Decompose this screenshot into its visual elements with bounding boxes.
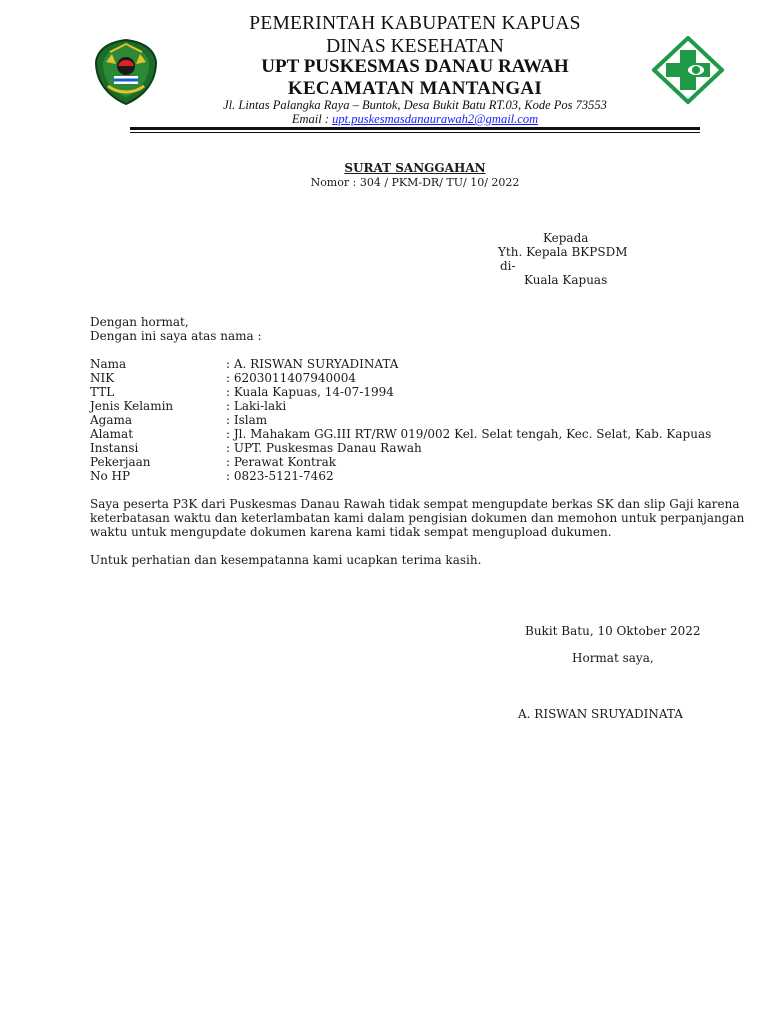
field-label-agency: Instansi [90, 441, 139, 455]
field-label-phone: No HP [90, 469, 131, 483]
email-link[interactable]: upt.puskesmasdanaurawah2@gmail.com [332, 112, 539, 126]
body-line-1: Saya peserta P3K dari Puskesmas Danau Rawah tidak sempat mengupdate berkas SK dan slip Gaji karena [90, 497, 740, 511]
field-label-occupation: Pekerjaan [90, 455, 151, 469]
email-label: Email : [291, 112, 333, 126]
field-value-nama: : A. RISWAN SURYADINATA [226, 357, 399, 371]
closing-text: Untuk perhatian dan kesempatanna kami ucapkan terima kasih. [90, 553, 482, 567]
intro: Dengan ini saya atas nama : [90, 329, 262, 343]
letter-title: SURAT SANGGAHAN [344, 161, 486, 175]
field-label-nik: NIK [90, 371, 115, 385]
recipient-title: Yth. Kepala BKPSDM [498, 245, 628, 259]
field-label-ttl: TTL [90, 385, 115, 399]
recipient-di: di- [500, 259, 516, 273]
header-divider-thin [130, 132, 700, 133]
regards: Hormat saya, [572, 651, 654, 665]
greeting: Dengan hormat, [90, 315, 189, 329]
field-value-gender: : Laki-laki [226, 399, 287, 413]
signatory-name: A. RISWAN SRUYADINATA [518, 707, 683, 721]
header-government: PEMERINTAH KABUPATEN KAPUAS [249, 13, 581, 34]
header-divider-thick [130, 127, 700, 130]
field-label-nama: Nama [90, 357, 127, 371]
recipient-place: Kuala Kapuas [524, 273, 608, 287]
field-value-address: : Jl. Mahakam GG.III RT/RW 019/002 Kel. Selat tengah, Kec. Selat, Kab. Kapuas [226, 427, 712, 441]
header-department: DINAS KESEHATAN [326, 36, 504, 57]
field-value-ttl: : Kuala Kapuas, 14-07-1994 [226, 385, 394, 399]
field-value-occupation: : Perawat Kontrak [226, 455, 337, 469]
header-institution: UPT PUSKESMAS DANAU RAWAH [261, 56, 569, 77]
recipient-kepada: Kepada [543, 231, 589, 245]
field-value-phone: : 0823-5121-7462 [226, 469, 334, 483]
field-label-address: Alamat [90, 427, 134, 441]
field-value-agency: : UPT. Puskesmas Danau Rawah [226, 441, 422, 455]
header-address: Jl. Lintas Palangka Raya – Buntok, Desa Bukit Batu RT.03, Kode Pos 73553 [223, 98, 607, 112]
field-label-gender: Jenis Kelamin [90, 399, 174, 413]
body-line-2: keterbatasan waktu dan keterlambatan kami dalam pengisian dokumen dan memohon untuk perpanjangan [90, 511, 745, 525]
field-value-religion: : Islam [226, 413, 268, 427]
header-district: KECAMATAN MANTANGAI [287, 78, 543, 99]
header-email-line [140, 112, 690, 127]
place-date: Bukit Batu, 10 Oktober 2022 [525, 624, 701, 638]
body-line-3: waktu untuk mengupdate dokumen karena kami tidak sempat mengupload dukumen. [90, 525, 612, 539]
field-label-religion: Agama [90, 413, 133, 427]
field-value-nik: : 6203011407940004 [226, 371, 357, 385]
letter-number: Nomor : 304 / PKM-DR/ TU/ 10/ 2022 [310, 176, 520, 189]
